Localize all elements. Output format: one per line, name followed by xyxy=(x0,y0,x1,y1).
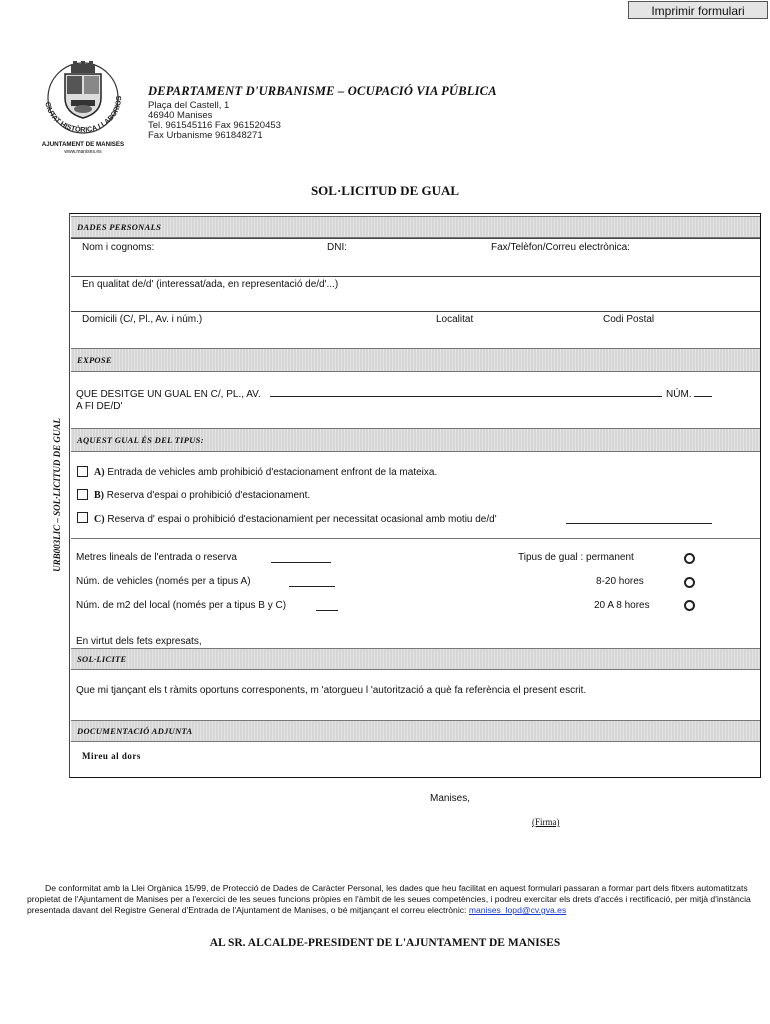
section-personal-data xyxy=(71,216,760,238)
municipal-seal-logo xyxy=(33,58,133,158)
hours-20-8-label: 20 A 8 hores xyxy=(594,600,650,611)
form-code-label: URB003LIC – SOL·LICITUD DE GUAL xyxy=(52,418,62,572)
hours-8-20-label: 8-20 hores xyxy=(596,576,644,587)
gual-type-permanent-label: Tipus de gual : permanent xyxy=(518,552,634,563)
type-a-checkbox[interactable] xyxy=(77,466,88,477)
contact-field-label: Fax/Telèfon/Correu electrònica: xyxy=(491,242,630,253)
occasional-reason-field[interactable] xyxy=(566,523,712,524)
linear-meters-field[interactable] xyxy=(271,562,331,563)
section-request xyxy=(71,648,760,670)
hours-20-8-radio[interactable] xyxy=(684,600,695,611)
vehicles-count-label: Núm. de vehicles (només per a tipus A) xyxy=(76,576,251,587)
signature-place: Manises, xyxy=(430,793,471,804)
address-line-1: Plaça del Castell, 1 xyxy=(148,100,230,111)
documents-text: Mireu al dors xyxy=(82,751,141,761)
dni-field-label: DNI: xyxy=(327,242,347,253)
domicile-field-label: Domicili (C/, Pl., Av. i núm.) xyxy=(82,314,203,325)
street-field[interactable] xyxy=(270,396,662,397)
section-expose xyxy=(71,348,760,372)
type-b-text: Reserva d'espai o prohibició d'estacionament. xyxy=(106,490,311,501)
data-protection-notice xyxy=(27,883,762,916)
lopd-email-link[interactable]: manises_lopd@cv.gva.es xyxy=(468,905,567,915)
type-a-letter: A) xyxy=(94,467,105,478)
phone-line: Tel. 961545116 Fax 961520453 xyxy=(148,120,281,131)
fax-line: Fax Urbanisme 961848271 xyxy=(148,130,263,141)
type-c-text: Reserva d' espai o prohibició d'estacionamient per necessitat ocasional amb motiu de/d' xyxy=(107,514,497,525)
postal-code-field-label: Codi Postal xyxy=(603,314,655,325)
hours-8-20-radio[interactable] xyxy=(684,577,695,588)
permanent-radio[interactable] xyxy=(684,553,695,564)
local-m2-field[interactable] xyxy=(316,610,338,611)
logo-web: www.manises.es xyxy=(64,149,102,155)
local-m2-label: Núm. de m2 del local (només per a tipus B y C) xyxy=(76,600,287,611)
section-expose-label: EXPOSE xyxy=(77,355,112,365)
logo-name: AJUNTAMENT DE MANISES xyxy=(41,141,125,148)
form-title: SOL·LICITUD DE GUAL xyxy=(310,183,460,198)
type-b-letter: B) xyxy=(94,490,104,501)
number-field-label: NÚM. xyxy=(666,389,692,400)
section-request-label: SOL·LICITE xyxy=(77,654,127,664)
addressee-footer: AL SR. ALCALDE-PRESIDENT DE L'AJUNTAMENT DE MANISES xyxy=(209,937,561,949)
number-field[interactable] xyxy=(694,396,712,397)
type-c-letter: C) xyxy=(94,514,105,525)
section-documents xyxy=(71,720,760,742)
department-title: DEPARTAMENT D'URBANISME – OCUPACIÓ VIA PÚBLICA xyxy=(148,84,497,98)
type-a-text: Entrada de vehicles amb prohibició d'estacionament enfront de la mateixa. xyxy=(107,467,438,478)
type-b-checkbox[interactable] xyxy=(77,489,88,500)
print-form-button[interactable]: Imprimir formulari xyxy=(628,1,768,19)
purpose-field-label: A FI DE/D' xyxy=(76,401,123,412)
svg-text:CIUTAT HISTÒRICA I LABORIOSA: CIUTAT HISTÒRICA I LABORIOS xyxy=(43,95,124,135)
quality-field-label: En qualitat de/d' (interessat/ada, en representació de/d'...) xyxy=(82,279,339,290)
section-type-label: AQUEST GUAL ÉS DEL TIPUS: xyxy=(77,435,204,445)
closing-statement: En virtut dels fets expresats, xyxy=(76,636,202,647)
section-personal-data-label: DADES PERSONALS xyxy=(77,222,162,232)
address-line-2: 46940 Manises xyxy=(148,110,213,121)
section-type xyxy=(71,428,760,452)
section-documents-label: DOCUMENTACIÓ ADJUNTA xyxy=(77,726,193,736)
vehicles-count-field[interactable] xyxy=(289,586,335,587)
data-protection-text: De conformitat amb la Llei Orgànica 15/99, de Protecció de Dades de Caràcter Personal, les dades que heu facilitat en aquest formulari passaran a formar part dels fitxers automatitzats propietat de l'Ajuntament de Manises per a l'exercici de les seues funcions pròpies en l'àmbit de les seues competències, i podreu exercitar els drets d'accés i rectificació, per mitjà d'instància presentada davant del Registre General d'Entrada de l'Ajuntament de Manises, o bé mitjançant el correu electrònic: xyxy=(27,883,751,915)
name-row[interactable] xyxy=(71,238,760,276)
linear-meters-label: Metres lineals de l'entrada o reserva xyxy=(76,552,237,563)
type-c-checkbox[interactable] xyxy=(77,512,88,523)
signature-label: (Firma) xyxy=(532,817,560,827)
street-field-label: QUE DESITGE UN GUAL EN C/, PL., AV. xyxy=(76,389,261,400)
name-field-label: Nom i cognoms: xyxy=(82,242,155,253)
request-text: Que mi tjançant els t ràmits oportuns corresponents, m 'atorgueu l 'autorització a què fa referència el present escrit. xyxy=(76,685,587,696)
locality-field-label: Localitat xyxy=(436,314,474,325)
